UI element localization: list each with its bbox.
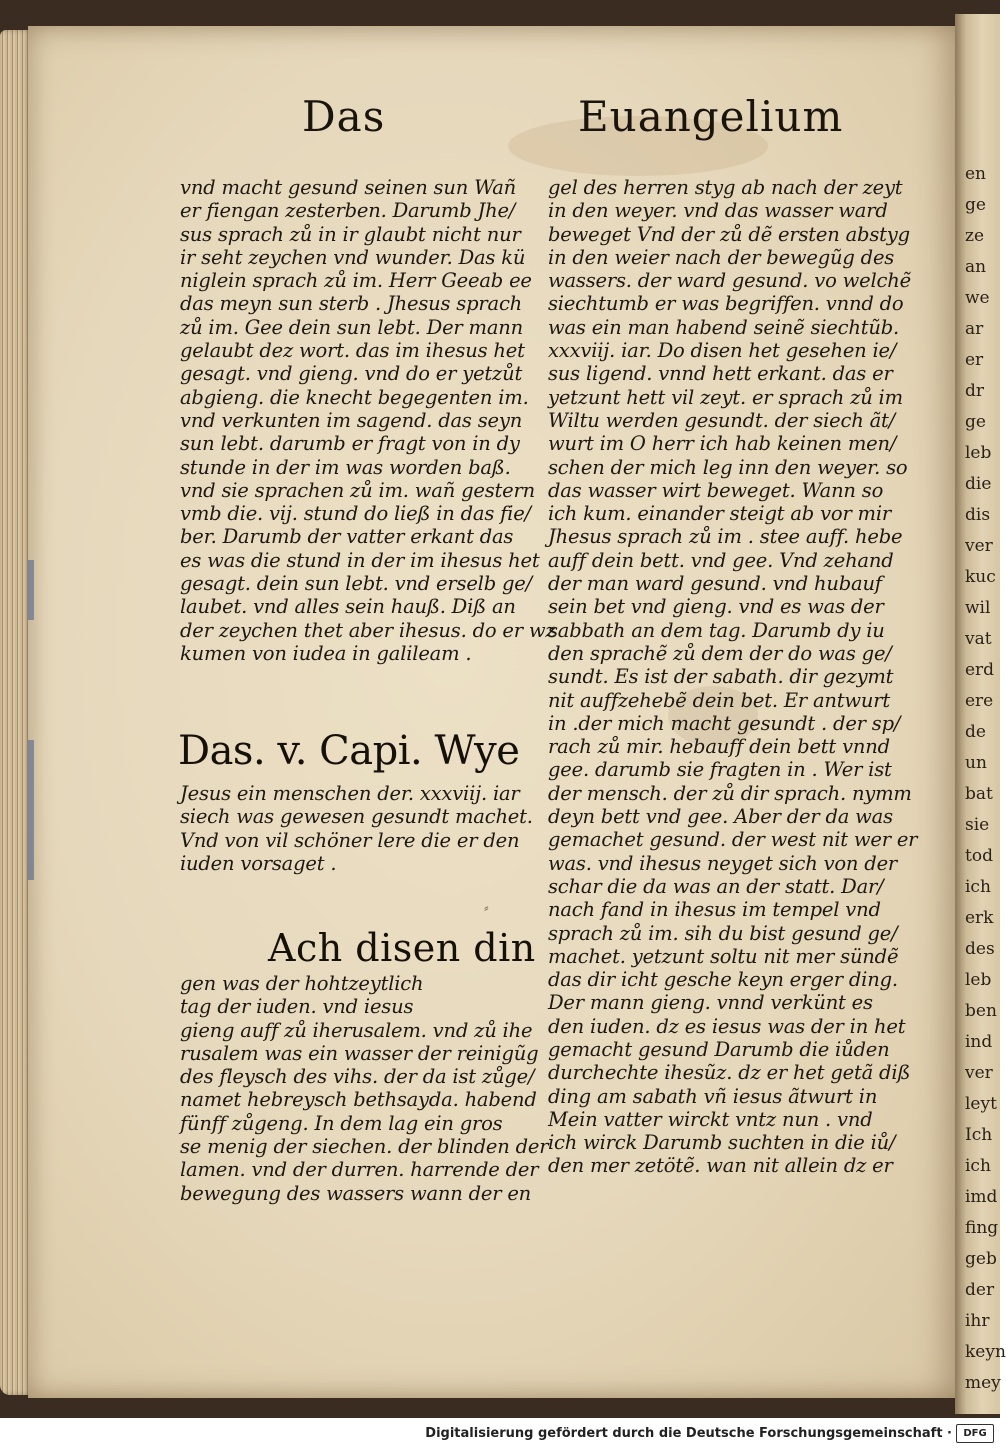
text-line: ding am sabath vñ iesus ãtwurt in [548, 1084, 878, 1108]
text-line: fünff zůgeng. In dem lag ein gros [180, 1111, 503, 1135]
text-line: Jhesus sprach zů im . stee auff. hebe [548, 525, 903, 549]
text-line: ich wirck Darumb suchten in die iů/ [548, 1131, 896, 1155]
text-line: gieng auff zů iherusalem. vnd zů ihe [180, 1018, 533, 1042]
next-page-fragment: bat [965, 784, 993, 804]
next-page-fragment: er [965, 350, 984, 370]
text-line: sun lebt. darumb er fragt von in dy [180, 432, 520, 456]
next-page-fragment: ihr [965, 1311, 990, 1331]
next-page-fragment: ich [965, 877, 991, 897]
text-line: ir seht zeychen vnd wunder. Das kü [180, 245, 526, 269]
dfg-logo: DFG [956, 1424, 994, 1443]
next-page-fragment: ver [965, 1063, 993, 1083]
text-line: schen der mich leg inn den weyer. so [548, 455, 908, 479]
text-line: kumen von iudea in galileam . [180, 641, 472, 665]
next-page-fragment: Ich [965, 1125, 993, 1145]
text-line: sein bet vnd gieng. vnd es was der [548, 595, 884, 619]
text-line: zů im. Gee dein sun lebt. Der mann [180, 315, 523, 339]
blue-stain [28, 560, 34, 620]
text-line: vnd macht gesund seinen sun Wañ [180, 176, 517, 199]
text-line: se menig der siechen. der blinden der [180, 1135, 549, 1159]
text-line: stunde in der im was worden baß. [180, 455, 511, 479]
text-line: laubet. vnd alles sein hauß. Diß an [180, 595, 516, 619]
right-column [548, 176, 918, 1178]
blue-stain [28, 740, 34, 880]
text-line: niglein sprach zů im. Herr Geeab ee [180, 269, 532, 293]
next-page-fragment: fing [965, 1218, 999, 1238]
text-line: wassers. der ward gesund. vo welchẽ [548, 269, 911, 293]
running-head-left: Das [302, 92, 386, 141]
text-line: abgieng. die knecht begegenten im. [180, 385, 529, 409]
text-line: sus ligend. vnnd hett erkant. das er [548, 362, 893, 386]
text-line: tag der iuden. vnd iesus [180, 995, 414, 1019]
next-page-fragment: keyn [965, 1342, 1006, 1362]
text-line: beweget Vnd der zů dẽ ersten abstyg [548, 222, 910, 246]
text-line: Wiltu werden gesundt. der siech ãt/ [548, 408, 895, 432]
next-page-fragment: dr [965, 381, 985, 401]
text-line: sabbath an dem tag. Darumb dy iu [548, 618, 885, 642]
summary-line: iuden vorsaget . [180, 851, 337, 875]
text-line: den sprachẽ zů dem der do was ge/ [548, 641, 892, 665]
text-line: namet hebreysch bethsayda. habend [180, 1088, 537, 1112]
funding-credit: Digitalisierung gefördert durch die Deutsche Forschungsgemeinschaft · [425, 1426, 952, 1441]
next-page-fragment: die [965, 474, 992, 494]
text-line: vnd sie sprachen zů im. wañ gestern [180, 478, 535, 502]
text-line: das meyn sun sterb . Jhesus sprach [180, 292, 523, 316]
margin-mark: ⸗ [484, 900, 489, 916]
summary-line: Vnd von vil schöner lere die er den [180, 828, 520, 852]
text-line: rach zů mir. hebauff dein bett vnnd [548, 735, 890, 759]
text-line: rusalem was ein wasser der reinigũg [180, 1041, 539, 1065]
text-line: gee. darumb sie fragten in . Wer ist [548, 758, 892, 782]
text-line: vmb die. vij. stund do ließ in das fie/ [180, 502, 531, 526]
next-page-fragment: ze [965, 226, 985, 246]
next-page-fragment: sie [965, 815, 990, 835]
summary-line: Jesus ein menschen der. xxxviij. iar [180, 782, 520, 805]
text-line: gemachet gesund. der west nit wer er [548, 828, 918, 852]
next-page-fragment: ar [965, 319, 984, 339]
text-line: gesagt. vnd gieng. vnd do er yetzůt [180, 362, 523, 386]
left-column-top [180, 176, 556, 665]
next-page-fragment: un [965, 753, 987, 773]
next-page-fragment: kuc [965, 567, 996, 587]
chapter-summary [180, 782, 533, 875]
text-line: deyn bett vnd gee. Aber der da was [548, 805, 893, 829]
text-line: ich kum. einander steigt ab vor mir [548, 502, 892, 526]
next-page-fragment: des [965, 939, 995, 959]
text-line: den mer zetötẽ. wan nit allein dz er [548, 1154, 893, 1178]
next-page-fragment: ind [965, 1032, 993, 1052]
next-page-fragment: ge [965, 195, 986, 215]
text-line: den iuden. dz es iesus was der in het [548, 1014, 906, 1038]
text-line: auff dein bett. vnd gee. Vnd zehand [548, 548, 894, 572]
next-page-fragment: vat [965, 629, 992, 649]
running-head-right: Euangelium [578, 92, 844, 141]
text-line: gemacht gesund Darumb die iůden [548, 1037, 890, 1061]
text-line: sprach zů im. sih du bist gesund ge/ [548, 921, 898, 945]
text-line: er fiengan zesterben. Darumb Jhe/ [180, 199, 516, 223]
text-line: ber. Darumb der vatter erkant das [180, 525, 514, 549]
next-page-edge [955, 14, 1006, 1414]
text-line: der mensch. der zů dir sprach. nymm [548, 781, 912, 805]
text-line: durchechte ihesũz. dz er het getã diß [548, 1061, 911, 1085]
text-line: sus sprach zů in ir glaubt nicht nur [180, 222, 521, 246]
next-page-fragment: ere [965, 691, 994, 711]
text-line: gen was der hohtzeytlich [180, 972, 424, 995]
next-page-fragment: der [965, 1280, 995, 1300]
text-line: vnd verkunten im sagend. das seyn [180, 408, 523, 432]
text-line: lamen. vnd der durren. harrende der [180, 1158, 539, 1182]
text-line: was ein man habend seinẽ siechtũb. [548, 315, 899, 339]
text-line: was. vnd ihesus neyget sich von der [548, 851, 898, 875]
text-line: Mein vatter wirckt vntz nun . vnd [548, 1107, 873, 1131]
text-line: das dir icht gesche keyn erger ding. [548, 968, 898, 992]
text-line: yetzunt hett vil zeyt. er sprach zů im [548, 385, 903, 409]
next-page-fragment: an [965, 257, 987, 277]
text-line: nit auffzehebẽ dein bet. Er antwurt [548, 688, 891, 712]
incipit-heading: Ach disen din [268, 926, 536, 970]
next-page-fragment: ben [965, 1001, 997, 1021]
next-page-fragment: ge [965, 412, 986, 432]
next-page-fragment: leyt [965, 1094, 997, 1114]
next-page-fragment: leb [965, 970, 992, 990]
text-line: in den weyer. vnd das wasser ward [548, 199, 888, 223]
text-line: gel des herren styg ab nach der zeyt [548, 176, 903, 199]
next-page-fragment: leb [965, 443, 992, 463]
next-page-fragment: de [965, 722, 986, 742]
chapter-heading: Das. v. Capi. Wye [178, 728, 520, 774]
text-line: das wasser wirt beweget. Wann so [548, 478, 884, 502]
text-line: in .der mich macht gesundt . der sp/ [548, 711, 901, 735]
next-page-fragment: we [965, 288, 990, 308]
next-page-fragment: erk [965, 908, 994, 928]
text-line: schar die da was an der statt. Dar/ [548, 874, 884, 898]
next-page-fragment: en [965, 164, 987, 184]
next-page-fragment: geb [965, 1249, 997, 1269]
next-page-fragment: erd [965, 660, 995, 680]
summary-line: siech was gewesen gesundt machet. [180, 805, 533, 829]
next-page-fragment: tod [965, 846, 993, 866]
text-line: sundt. Es ist der sabath. dir gezymt [548, 665, 894, 689]
next-page-fragment: ich [965, 1156, 991, 1176]
left-column-bottom [180, 972, 549, 1205]
text-line: der man ward gesund. vnd hubauf [548, 572, 882, 596]
text-line: machet. yetzunt soltu nit mer sündẽ [548, 944, 899, 968]
text-line: siechtumb er was begriffen. vnnd do [548, 292, 904, 316]
text-line: xxxviij. iar. Do disen het gesehen ie/ [548, 339, 897, 363]
text-line: des fleysch des vihs. der da ist zůge/ [180, 1065, 535, 1089]
text-line: der zeychen thet aber ihesus. do er wz [180, 618, 556, 642]
next-page-fragment: mey [965, 1373, 1001, 1393]
text-line: nach fand in ihesus im tempel vnd [548, 898, 881, 922]
footer-bar [0, 1418, 1000, 1449]
text-line: wurt im O herr ich hab keinen men/ [548, 432, 897, 456]
next-page-fragment: ver [965, 536, 993, 556]
text-line: Der mann gieng. vnnd verkünt es [548, 991, 873, 1015]
text-line: es was die stund in der im ihesus het [180, 548, 540, 572]
next-page-fragment: dis [965, 505, 991, 525]
text-line: gesagt. dein sun lebt. vnd erselb ge/ [180, 572, 532, 596]
text-line: gelaubt dez wort. das im ihesus het [180, 339, 525, 363]
text-line: bewegung des wassers wann der en [180, 1181, 532, 1205]
next-page-fragment: wil [965, 598, 991, 618]
text-line: in den weier nach der bewegũg des [548, 245, 895, 269]
next-page-fragment: imd [965, 1187, 998, 1207]
